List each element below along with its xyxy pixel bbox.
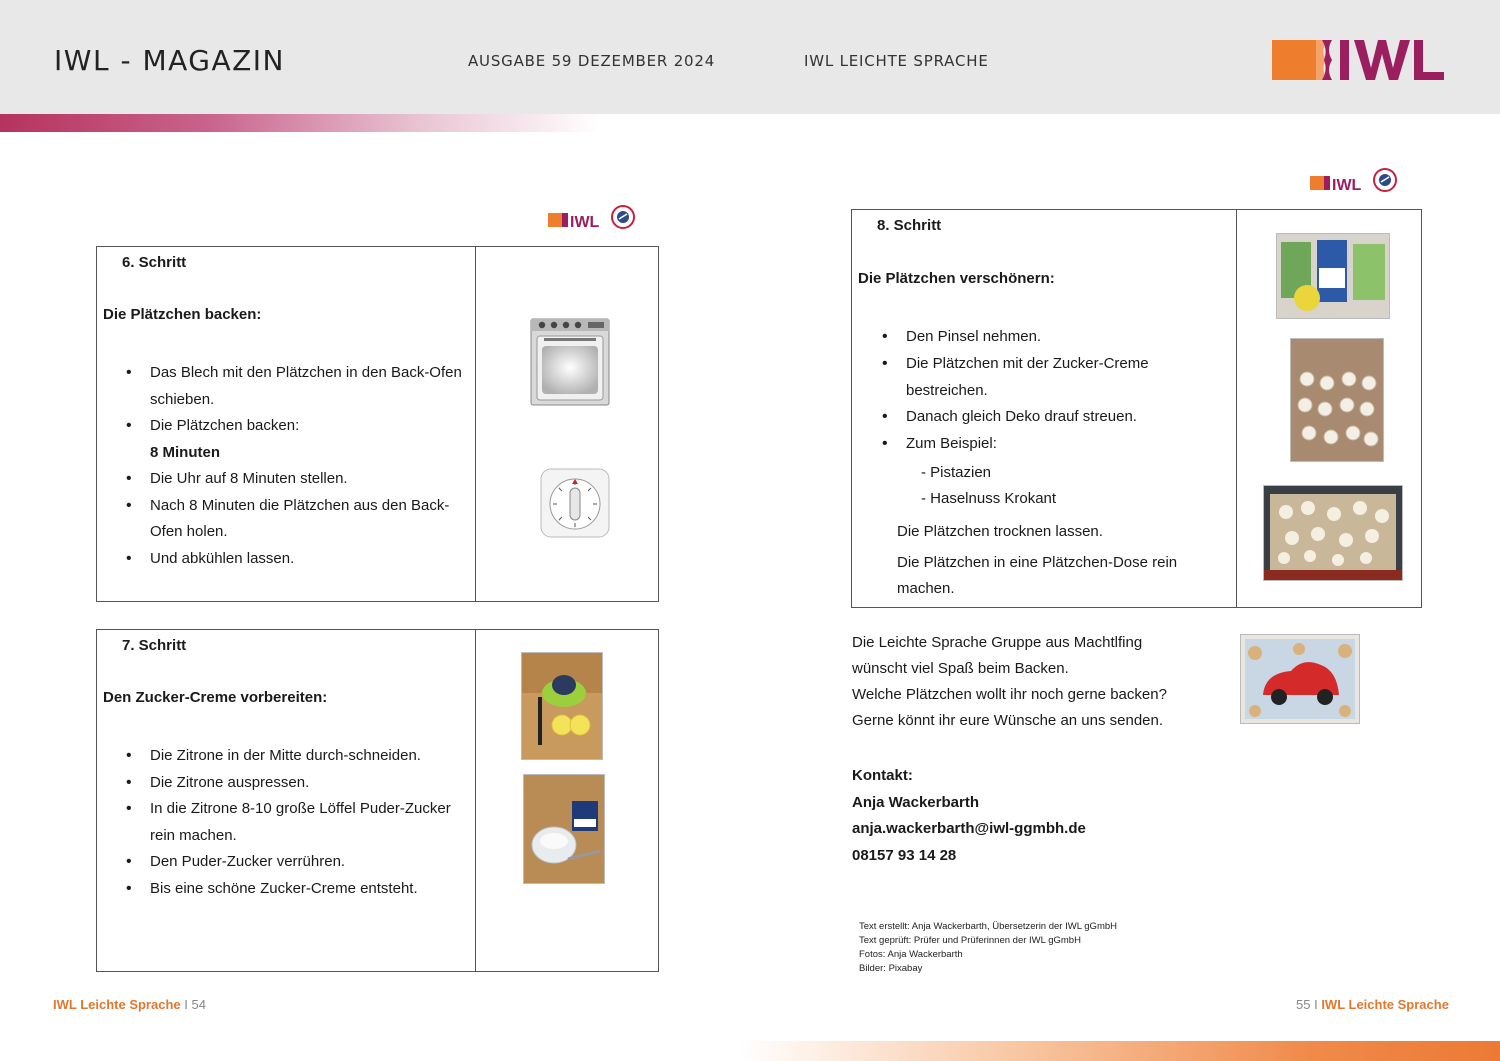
cookie-car-photo bbox=[1240, 634, 1360, 724]
step-8-note: Die Plätzchen in eine Plätzchen-Dose rein machen. bbox=[897, 554, 1178, 597]
step-7-title: 7. Schritt bbox=[122, 637, 187, 654]
list-item: • Die Plätzchen mit der Zucker-Creme bestreichen. bbox=[882, 351, 1222, 405]
magazine-title: IWL - MAGAZIN bbox=[54, 44, 286, 77]
svg-text:IWL: IWL bbox=[1332, 177, 1362, 194]
step-8-list bbox=[882, 324, 1222, 458]
contact-name: Anja Wackerbarth bbox=[852, 793, 979, 811]
credits: Text erstellt: Anja Wackerbarth, Übersetzerin der IWL gGmbH Text geprüft: Prüfer und Prüferinnen der IWL gGmbH Fotos: Anja Wackerbarth Bilder: Pixabay bbox=[859, 921, 1117, 974]
list-item: • Den Puder-Zucker verrühren. bbox=[126, 849, 476, 876]
list-subitem: - Haselnuss Krokant bbox=[921, 490, 1057, 507]
lemon-photo bbox=[521, 652, 603, 760]
step-8-heading: Die Plätzchen verschönern: bbox=[858, 270, 1055, 287]
iwl-logo-small bbox=[548, 202, 638, 232]
contact-phone: 08157 93 14 28 bbox=[852, 846, 957, 864]
left-page-footer: IWL Leichte Sprache I 54 bbox=[53, 997, 206, 1012]
step-7-list bbox=[126, 743, 476, 902]
footer-accent-bar bbox=[740, 1041, 1500, 1061]
step-8-title: 8. Schritt bbox=[877, 217, 942, 234]
step-7-heading: Den Zucker-Creme vorbereiten: bbox=[103, 689, 328, 706]
list-item: • Die Zitrone in der Mitte durch-schneiden. bbox=[126, 743, 476, 770]
contact-label: Kontakt: bbox=[852, 767, 913, 784]
section-title: IWL LEICHTE SPRACHE bbox=[804, 52, 989, 70]
iced-cookies-photo bbox=[1290, 338, 1384, 462]
list-item: • Die Uhr auf 8 Minuten stellen. bbox=[126, 466, 476, 493]
svg-text:IWL: IWL bbox=[570, 214, 600, 231]
list-subitem: - Pistazien bbox=[921, 464, 992, 481]
oven-icon bbox=[530, 318, 610, 406]
step-8-note: Die Plätzchen trocknen lassen. bbox=[897, 523, 1103, 540]
contact-block bbox=[852, 763, 1086, 869]
list-item: • Bis eine schöne Zucker-Creme entsteht. bbox=[126, 876, 476, 903]
ingredients-photo bbox=[1276, 233, 1390, 319]
cookie-tin-photo bbox=[1263, 485, 1403, 581]
list-item: • Und abkühlen lassen. bbox=[126, 546, 476, 573]
list-item: • Nach 8 Minuten die Plätzchen aus den Back- Ofen holen. bbox=[126, 493, 476, 546]
iwl-logo bbox=[1272, 38, 1447, 82]
iwl-logo-small bbox=[1310, 165, 1400, 195]
contact-email[interactable]: anja.wackerbarth@iwl-ggmbh.de bbox=[852, 820, 1086, 837]
header-accent-bar bbox=[0, 114, 600, 132]
powdered-sugar-photo bbox=[523, 774, 605, 884]
closing-text: Die Leichte Sprache Gruppe aus Machtlfing wünscht viel Spaß beim Backen. Welche Plätzchen wollt ihr noch gerne backen? Gerne könnt ihr eure Wünsche an uns senden. bbox=[852, 634, 1167, 729]
list-item: • Danach gleich Deko drauf streuen. bbox=[882, 404, 1222, 431]
step-6-list bbox=[126, 360, 476, 572]
kitchen-timer-icon bbox=[538, 466, 612, 540]
step-6-title: 6. Schritt bbox=[122, 254, 187, 271]
list-item: • Die Zitrone auspressen. bbox=[126, 770, 476, 797]
list-item: • In die Zitrone 8-10 große Löffel Puder-Zucker rein machen. bbox=[126, 796, 476, 849]
list-item: • Zum Beispiel: bbox=[882, 431, 1222, 458]
list-item: • Den Pinsel nehmen. bbox=[882, 324, 1222, 351]
list-item: • Das Blech mit den Plätzchen in den Back-Ofen schieben. bbox=[126, 360, 476, 413]
issue-info: AUSGABE 59 DEZEMBER 2024 bbox=[468, 52, 716, 70]
step-6-heading: Die Plätzchen backen: bbox=[103, 306, 262, 323]
list-item: • Die Plätzchen backen: 8 Minuten bbox=[126, 413, 476, 466]
right-page-footer: 55 I IWL Leichte Sprache bbox=[1296, 997, 1449, 1012]
